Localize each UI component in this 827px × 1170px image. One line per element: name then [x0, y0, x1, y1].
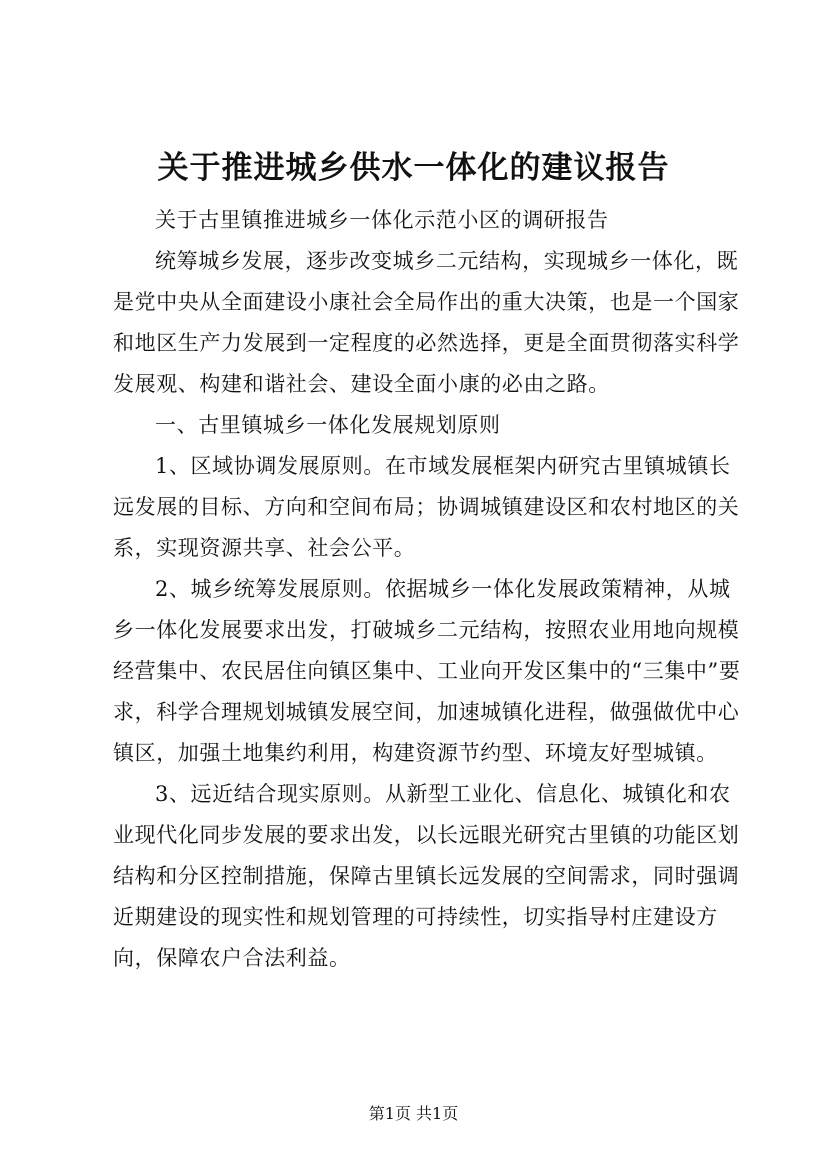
document-title: 关于推进城乡供水一体化的建议报告: [157, 150, 670, 186]
section-heading: 一、古里镇城乡一体化发展规划原则: [155, 413, 501, 437]
intro-paragraph: 统筹城乡发展，逐步改变城乡二元结构，实现城乡一体化，既是党中央从全面建设小康社会全局作出的重大决策，也是一个国家和地区生产力发展到一定程度的必然选择，更是全面贯彻落实科学发展观、构建和谐社会、建设全面小康的必由之路。: [113, 249, 740, 396]
page-footer: 第1页 共1页: [368, 1104, 459, 1123]
principle-2-paragraph: 2、城乡统筹发展原则。依据城乡一体化发展政策精神，从城乡一体化发展要求出发，打破城乡二元结构，按照农业用地向规模经营集中、农民居住向镇区集中、工业向开发区集中的“三集中”要求，科学合理规划城镇发展空间，加速城镇化进程，做强做优中心镇区，加强土地集约利用，构建资源节约型、环境友好型城镇。: [113, 577, 741, 765]
document-body: [113, 200, 741, 979]
principle-3-paragraph: 3、远近结合现实原则。从新型工业化、信息化、城镇化和农业现代化同步发展的要求出发，以长远眼光研究古里镇的功能区划结构和分区控制措施，保障古里镇长远发展的空间需求，同时强调近期建设的现实性和规划管理的可持续性，切实指导村庄建设方向，保障农户合法利益。: [113, 782, 740, 970]
subtitle-paragraph: 关于古里镇推进城乡一体化示范小区的调研报告: [155, 208, 609, 232]
principle-1-paragraph: 1、区域协调发展原则。在市域发展框架内研究古里镇城镇长远发展的目标、方向和空间布局；协调城镇建设区和农村地区的关系，实现资源共享、社会公平。: [113, 454, 740, 560]
